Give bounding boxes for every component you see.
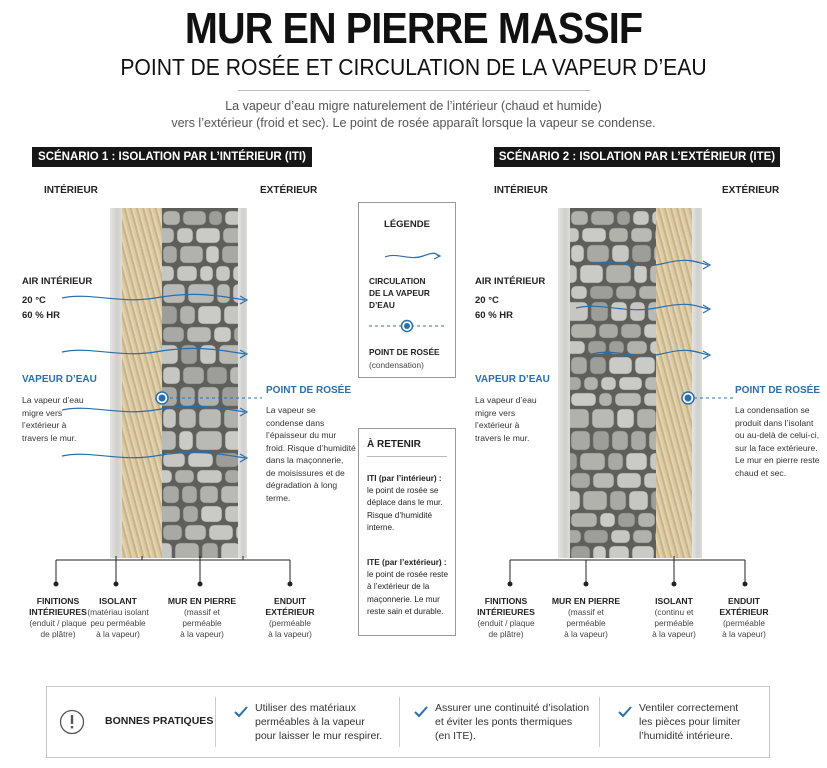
bp-line: l’humidité intérieure. (639, 730, 733, 742)
s1-vapeur-title: VAPEUR D’EAU (22, 374, 97, 385)
s1-exterior-label: EXTÉRIEUR (260, 185, 318, 196)
s2-layer-finitions (468, 596, 544, 640)
bp-divider (399, 697, 400, 747)
bp-line: Assurer une continuité d’isolation (435, 702, 590, 714)
stone-block (177, 228, 193, 243)
layer-desc: (massif et (184, 607, 220, 617)
retenir-ite-line: à l’extérieur de la (367, 582, 430, 592)
stone-block (571, 393, 596, 406)
bp-line: Ventiler correctement (639, 702, 739, 714)
s2-dew-point-marker (680, 390, 736, 406)
stone-block (206, 246, 219, 263)
layer-desc: à la vapeur) (652, 629, 696, 639)
stone-block (637, 409, 656, 428)
stone-block (570, 530, 581, 543)
stone-block (225, 506, 238, 522)
title-divider (238, 90, 590, 91)
stone-block (617, 409, 634, 428)
s1-vapeur-line: migre vers (22, 407, 63, 418)
stone-block (209, 211, 222, 225)
s1-temp: 20 °C (22, 295, 46, 306)
stone-block (200, 266, 213, 281)
stone-block (196, 228, 220, 243)
s2-vapeur-line: La vapeur d’eau (475, 395, 537, 405)
bp-line: (en ITE). (435, 730, 476, 742)
stone-block (183, 211, 206, 225)
s2-rosee-title: POINT DE ROSÉE (735, 385, 821, 396)
s1-rosee-line: condense dans (266, 417, 325, 428)
retenir-iti-line: interne. (367, 522, 395, 532)
bp-line: Utiliser des matériaux (255, 702, 356, 714)
s2-vapeur-text (475, 394, 537, 444)
stone-block (570, 491, 580, 510)
s2-rosee-line: Le mur en pierre reste (735, 455, 820, 465)
stone-block (631, 431, 646, 450)
stone-block (216, 266, 230, 281)
s1-layer-enduit (252, 596, 328, 640)
legend-rosee-title: POINT DE ROSÉE (369, 347, 440, 357)
stone-block (571, 513, 597, 527)
dew-point-icon (685, 395, 692, 402)
stone-block (209, 525, 233, 540)
stone-block (610, 491, 626, 510)
dew-point-icon (159, 395, 166, 402)
stone-block (599, 393, 612, 406)
s2-rosee-line: sur la face extérieure. (735, 442, 818, 453)
s2-layer-pierre (548, 596, 624, 640)
stone-block (163, 211, 180, 225)
stone-block (570, 409, 589, 428)
stone-block (626, 453, 647, 470)
page-title: MUR EN PIERRE MASSIF (184, 4, 643, 53)
retenir-iti-title: ITI (par l’intérieur) : (367, 474, 442, 483)
layer-desc: à la vapeur) (180, 629, 224, 639)
dew-point-icon (404, 323, 410, 329)
stone-block (185, 525, 206, 540)
stone-block (612, 431, 628, 450)
layer-desc: (enduit / plaque (477, 618, 535, 628)
layer-desc: à la vapeur) (564, 629, 608, 639)
vapor-arrow-icon (62, 452, 245, 458)
intro-text (0, 98, 827, 132)
stone-block (609, 228, 628, 242)
s1-rosee-line: dégradation à long (266, 480, 338, 490)
intro-line-2: vers l’extérieur (froid et sec). Le point de rosée apparaît lorsque la vapeur se condense. (171, 116, 656, 130)
bonnes-pratiques-box (46, 686, 770, 758)
dew-point-legend-marker (367, 319, 449, 333)
s2-rosee-line: La condensation se (735, 405, 810, 415)
layer-title: ISOLANT (655, 596, 693, 606)
legend-rosee-sub: (condensation) (369, 360, 424, 370)
s2-hr: 60 % HR (475, 310, 514, 321)
layer-title: MUR EN PIERRE (551, 596, 621, 606)
stone-block (580, 453, 605, 470)
s2-vapeur-line: migre vers (475, 407, 516, 418)
stone-block (200, 486, 218, 503)
vapor-arrow-icon (592, 350, 708, 355)
legend-title: LÉGENDE (384, 219, 430, 230)
bp-line: pour laisser le mur respirer. (255, 730, 383, 742)
bp-divider (599, 697, 600, 747)
layer-desc: perméable (654, 618, 694, 628)
check-icon (233, 705, 249, 719)
s1-rosee-line: terme. (266, 492, 291, 503)
layer-title: ENDUIT (274, 596, 306, 606)
layer-desc: perméable (566, 618, 606, 628)
s1-interior-label: INTÉRIEUR (44, 185, 98, 196)
stone-block (649, 431, 656, 450)
retenir-ite-title: ITE (par l’extérieur) : (367, 558, 447, 567)
scenario-1-banner: SCÉNARIO 1 : ISOLATION PAR L’INTÉRIEUR (ITI) (32, 147, 312, 167)
s2-air-title: AIR INTÉRIEUR (475, 276, 546, 287)
bp-line: les pièces pour limiter (639, 716, 741, 728)
layer-title: MUR EN PIERRE (167, 596, 237, 606)
bp-divider (215, 697, 216, 747)
s1-layer-pierre (164, 596, 240, 640)
legend-circulation (369, 275, 455, 311)
vapor-arrow-icon (62, 406, 245, 412)
retenir-ite-line: le point de rosée reste (367, 570, 449, 580)
layer-desc: à la vapeur) (96, 629, 140, 639)
layer-title: ISOLANT (99, 596, 137, 606)
page-subtitle: POINT DE ROSÉE ET CIRCULATION DE LA VAPEUR D’EAU (120, 54, 707, 80)
stone-block (182, 486, 197, 503)
s1-dew-point-marker (154, 390, 264, 406)
s1-air-title: AIR INTÉRIEUR (22, 276, 93, 287)
s1-vapeur-line: La vapeur d’eau (22, 395, 84, 405)
layer-title: FINITIONS (36, 596, 80, 606)
stone-block (615, 393, 641, 406)
s2-rosee-line: ou au-delà de celui-ci, (735, 430, 820, 440)
retenir-iti (367, 473, 443, 534)
layer-desc: (continu et (654, 607, 694, 617)
layer-desc: perméable (182, 618, 222, 628)
s2-vapeur-title: VAPEUR D’EAU (475, 374, 550, 385)
vapor-arrow-icon (383, 249, 443, 263)
retenir-box (358, 428, 456, 636)
retenir-iti-line: déplace dans le mur. (367, 498, 443, 508)
s2-rosee-line: produit dans l’isolant (735, 417, 814, 428)
retenir-ite (367, 557, 448, 618)
s1-layer-isolant (80, 596, 156, 640)
stone-block (600, 513, 615, 527)
s2-vapor-arrows (556, 250, 716, 380)
layer-desc: peu perméable (90, 618, 146, 628)
s1-rosee-line: l’épaisseur du mur (266, 430, 337, 440)
stone-block (592, 409, 614, 428)
layer-desc: (matériau isolant (87, 607, 149, 617)
s1-rosee-line: dans la maçonnerie, (266, 455, 344, 465)
stone-block (593, 431, 609, 450)
exclamation-icon (59, 709, 85, 735)
layer-title: EXTÉRIEUR (719, 607, 769, 617)
check-icon (413, 705, 429, 719)
stone-block (183, 506, 198, 522)
stone-block (617, 211, 630, 225)
layer-desc: à la vapeur) (268, 629, 312, 639)
legend-circulation-line: DE LA VAPEUR D’EAU (369, 288, 430, 310)
s2-rosee-line: chaud et sec. (735, 467, 787, 478)
stone-block (638, 513, 655, 527)
stone-block (633, 530, 652, 543)
layer-desc: (perméable (269, 618, 311, 628)
s1-rosee-title: POINT DE ROSÉE (266, 385, 352, 396)
retenir-iti-line: le point de rosée se (367, 486, 439, 496)
s2-rosee-text (735, 404, 820, 479)
s1-air-interior (22, 274, 92, 323)
stone-block (222, 246, 238, 263)
retenir-divider (367, 456, 447, 457)
vapor-arrow-icon (62, 348, 245, 354)
s1-rosee-line: de moisissures et de (266, 467, 345, 478)
s2-air-interior (475, 274, 545, 323)
vapor-arrow-icon (576, 304, 708, 309)
stone-block (570, 228, 579, 242)
legend-circulation-line: CIRCULATION (369, 276, 426, 286)
stone-block (633, 211, 649, 225)
layer-title: INTÉRIEURES (29, 607, 87, 617)
stone-block (162, 228, 174, 243)
stone-block (629, 491, 648, 510)
stone-block (571, 211, 588, 225)
bp-line: et éviter les ponts thermiques (435, 716, 573, 728)
stone-block (608, 453, 623, 470)
s2-temp: 20 °C (475, 295, 499, 306)
stone-block (591, 211, 614, 225)
s2-vapeur-line: l’extérieur à (475, 420, 520, 430)
check-icon (617, 705, 633, 719)
stone-block (177, 266, 197, 281)
layer-desc: à la vapeur) (722, 629, 766, 639)
stone-block (180, 246, 203, 263)
stone-block (162, 506, 180, 522)
bp-item-2 (435, 701, 589, 743)
s1-vapeur-text (22, 394, 84, 444)
bonnes-pratiques-title: BONNES PRATIQUES (105, 715, 214, 727)
legend-box (358, 202, 456, 378)
stone-block (163, 486, 179, 503)
layer-desc: de plâtre) (40, 629, 76, 639)
retenir-title: À RETENIR (367, 439, 421, 450)
s2-vapeur-line: travers le mur. (475, 432, 530, 443)
stone-block (163, 246, 177, 263)
stone-block (225, 211, 238, 225)
stone-block (571, 431, 590, 450)
s1-vapeur-line: l’extérieur à (22, 420, 67, 430)
bp-item-1 (255, 701, 382, 743)
s1-rosee-text (266, 404, 356, 504)
s2-layer-isolant (636, 596, 712, 640)
stone-block (644, 473, 656, 488)
retenir-ite-line: maçonnerie. Le mur (367, 594, 440, 604)
intro-line-1: La vapeur d’eau migre naturelement de l’intérieur (chaud et humide) (225, 99, 602, 113)
layer-title: EXTÉRIEUR (265, 607, 315, 617)
scenario-2-banner: SCÉNARIO 2 : ISOLATION PAR L’EXTÉRIEUR (ITE) (494, 147, 780, 167)
s2-interior-label: INTÉRIEUR (494, 185, 548, 196)
s1-hr: 60 % HR (22, 310, 61, 321)
stone-block (617, 473, 641, 488)
layer-desc: (enduit / plaque (29, 618, 87, 628)
layer-desc: de plâtre) (488, 629, 524, 639)
stone-block (221, 486, 238, 503)
layer-title: FINITIONS (484, 596, 528, 606)
stone-block (223, 228, 238, 243)
layer-title: ENDUIT (728, 596, 760, 606)
layer-desc: (massif et (568, 607, 604, 617)
stone-block (570, 453, 577, 470)
stone-block (611, 530, 630, 543)
stone-block (618, 513, 635, 527)
stone-block (582, 228, 606, 242)
s1-vapeur-line: travers le mur. (22, 432, 77, 443)
bp-line: perméables à la vapeur (255, 716, 365, 728)
s2-exterior-label: EXTÉRIEUR (722, 185, 780, 196)
stone-block (583, 491, 607, 510)
s1-rosee-line: froid. Risque d’humidité (266, 442, 356, 453)
stone-block (593, 473, 614, 488)
s2-layer-enduit (706, 596, 782, 640)
bp-item-3 (639, 701, 741, 743)
retenir-iti-line: Risque d’humidité (367, 510, 433, 520)
stone-block (584, 530, 608, 543)
s2-leader-lines (460, 556, 800, 592)
stone-block (201, 506, 222, 522)
vapor-arrow-icon (592, 260, 708, 265)
stone-block (644, 393, 656, 406)
stone-block (163, 525, 182, 540)
layer-desc: (perméable (723, 618, 765, 628)
retenir-ite-line: reste sain et durable. (367, 606, 444, 616)
stone-block (162, 266, 174, 281)
stone-block (571, 473, 590, 488)
stone-block (631, 228, 652, 242)
s1-leader-lines (0, 556, 330, 592)
s1-rosee-line: La vapeur se (266, 405, 316, 415)
layer-title: INTÉRIEURES (477, 607, 535, 617)
